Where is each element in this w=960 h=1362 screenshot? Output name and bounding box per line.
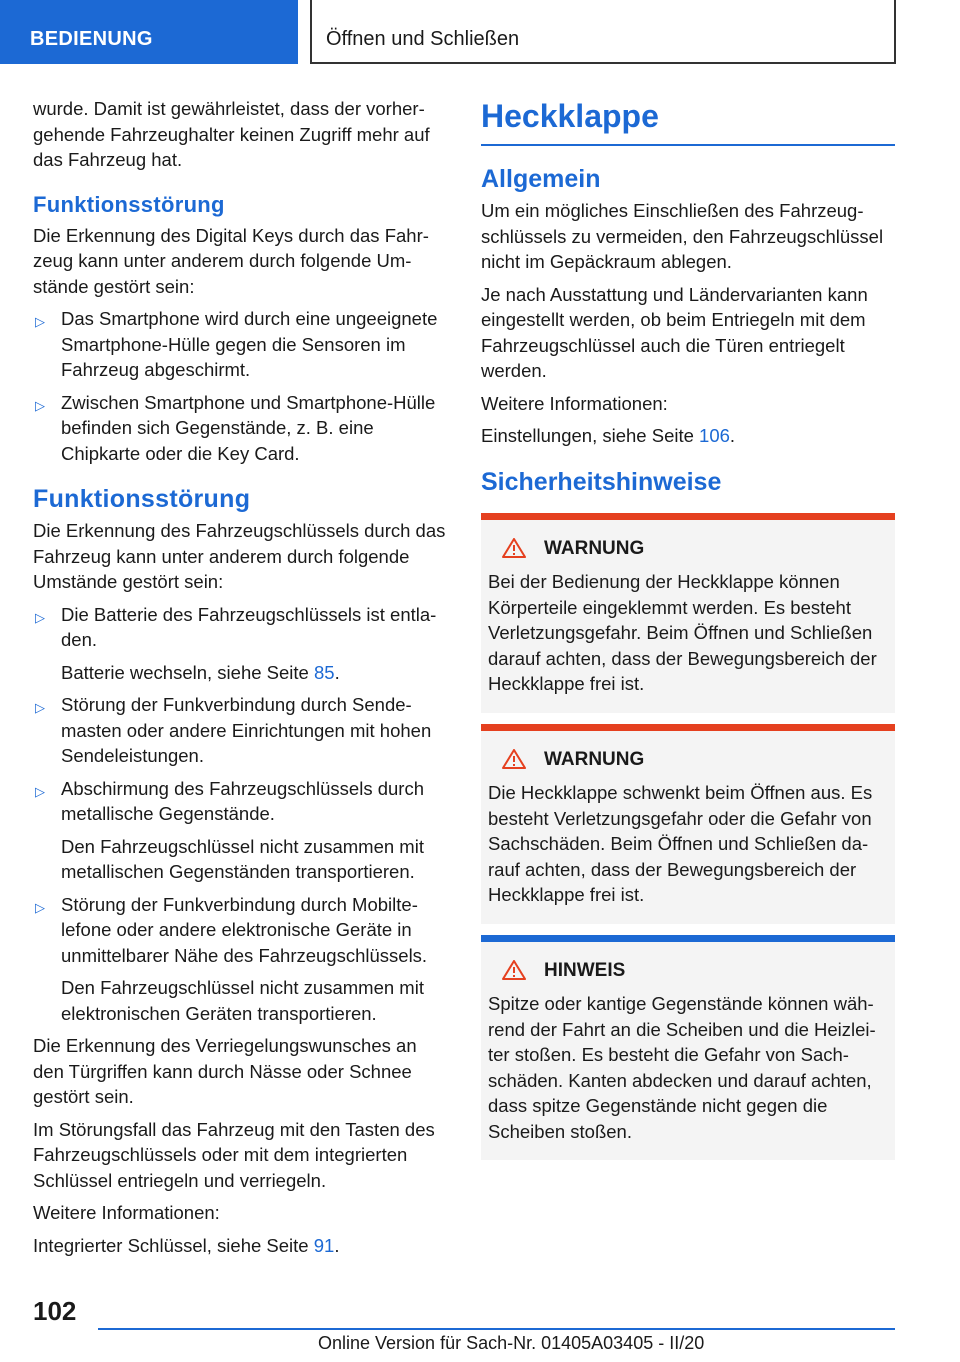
- subheading-digital-key-fault: Funktionsstörung: [33, 191, 225, 217]
- list-item: ▷ Abschirmung des Fahrzeugschlüssels durch metallische Gegenstände.: [35, 777, 424, 824]
- page-link-106[interactable]: 106: [699, 425, 730, 446]
- list-item: ▷ Zwischen Smartphone und Smartphone-Hülle befinden sich Gegenstände, z. B. eine Chipkarte oder die Key Card.: [35, 391, 436, 464]
- list-item-note: Den Fahrzeugschlüssel nicht zusammen mit metallischen Gegenständen transportieren.: [61, 835, 424, 882]
- warning-text: Bei der Bedienung der Heckklappe können Körperteile eingeklemmt werden. Es besteht Verletzungsgefahr. Beim Öffnen und Schließen darauf achten, dass der Bewegungsbereich der Heckklappe frei ist.: [488, 571, 877, 694]
- page-number: 102: [33, 1296, 77, 1326]
- notice-title: HINWEIS: [544, 959, 626, 981]
- page-link-91[interactable]: 91: [313, 1234, 335, 1256]
- digital-key-paragraph: Die Erkennung des Digital Keys durch das Fahrzeug kann unter anderem durch folgende Umstände gestört sein:: [33, 224, 429, 297]
- footer-online-version: Online Version für Sach-Nr. 01405A03405 - II/20: [318, 1333, 705, 1353]
- triangle-bullet-icon: ▷: [35, 609, 45, 625]
- warning-title: WARNUNG: [544, 537, 645, 559]
- chapter-heading: Heckklappe: [481, 96, 895, 146]
- heading-general: Allgemein: [481, 165, 601, 193]
- warning-box: [481, 724, 895, 924]
- reference-line: Integrierter Schlüssel, siehe Seite 91.: [33, 1234, 340, 1256]
- header-title-box: [312, 0, 896, 64]
- triangle-bullet-icon: ▷: [35, 783, 45, 799]
- right-column: [481, 96, 895, 1171]
- list-item-note: Batterie wechseln, siehe Seite 85.: [61, 661, 340, 683]
- heading-key-fault: Funktionsstörung: [33, 485, 251, 513]
- triangle-bullet-icon: ▷: [35, 700, 45, 715]
- lock-detection-paragraph: Die Erkennung des Verriegelungswunsches an den Türgriffen kann durch Nässe oder Schnee gestört sein.: [33, 1035, 417, 1107]
- reference-line: Einstellungen, siehe Seite 106.: [481, 425, 736, 446]
- more-info-label: Weitere Informationen:: [481, 392, 668, 414]
- list-item: ▷ Störung der Funkverbindung durch Sendemasten oder andere Einrichtungen mit hohen Sendeleistungen.: [35, 694, 432, 766]
- triangle-bullet-icon: ▷: [35, 397, 45, 413]
- left-column: [33, 96, 448, 1265]
- fallback-paragraph: Im Störungsfall das Fahrzeug mit den Tasten des Fahrzeugschlüssels oder mit dem integrierten Schlüssel entriegeln und verriegeln.: [33, 1118, 435, 1191]
- warning-title: WARNUNG: [544, 748, 645, 770]
- header-section-label: BEDIENUNG: [30, 28, 153, 50]
- warning-triangle-icon: [502, 538, 526, 558]
- warning-triangle-icon: [502, 749, 526, 769]
- notice-box: [481, 935, 895, 1161]
- warning-box: [481, 513, 895, 713]
- triangle-bullet-icon: ▷: [35, 314, 45, 329]
- triangle-bullet-icon: ▷: [35, 899, 45, 915]
- footer-rule: [98, 1328, 895, 1330]
- notice-text: Spitze oder kantige Gegenstände können während der Fahrt an die Scheiben und die Heizleiter stoßen. Es besteht die Gefahr von Sachschäden. Kanten abdecken und darauf achten, dass spitze Gegenstände nicht gegen die Scheiben stoßen.: [488, 993, 876, 1142]
- list-item: ▷ Die Batterie des Fahrzeugschlüssels ist entladen.: [35, 603, 437, 650]
- heading-safety: Sicherheitshinweise: [481, 467, 722, 496]
- list-item: ▷ Das Smartphone wird durch eine ungeeignete Smartphone-Hülle gegen die Sensoren im Fahrzeug abgeschirmt.: [35, 308, 438, 380]
- header-title: Öffnen und Schließen: [326, 28, 520, 50]
- header-section-tab: [0, 0, 298, 64]
- list-item: ▷ Störung der Funkverbindung durch Mobiltelefone oder andere elektronische Geräte in unmittelbarer Nähe des Fahrzeugschlüssels.: [35, 893, 428, 966]
- general-paragraph-1: Um ein mögliches Einschließen des Fahrzeugschlüssels zu vermeiden, den Fahrzeugschlüssel nicht im Gepäckraum ablegen.: [481, 200, 884, 272]
- key-fault-paragraph: Die Erkennung des Fahrzeugschlüssels durch das Fahrzeug kann unter anderem durch folgende Umstände gestört sein:: [33, 520, 446, 592]
- list-item-note: Den Fahrzeugschlüssel nicht zusammen mit elektronischen Geräten transportieren.: [61, 977, 424, 1024]
- more-info-label: Weitere Informationen:: [33, 1202, 220, 1223]
- page-link-85[interactable]: 85: [313, 661, 335, 683]
- warning-text: Die Heckklappe schwenkt beim Öffnen aus. Es besteht Verletzungsgefahr oder die Gefahr von Sachschäden. Beim Öffnen und Schließen darauf achten, dass der Bewegungsbereich der Heckklappe frei ist.: [488, 782, 873, 905]
- general-paragraph-2: Je nach Ausstattung und Ländervarianten kann eingestellt werden, ob beim Entriegeln mit dem Fahrzeugschlüssel auch die Türen entriegelt werden.: [481, 283, 868, 381]
- intro-paragraph: wurde. Damit ist gewährleistet, dass der vorhergehende Fahrzeughalter keinen Zugriff mehr auf das Fahrzeug hat.: [33, 98, 430, 170]
- warning-triangle-icon: [502, 960, 526, 980]
